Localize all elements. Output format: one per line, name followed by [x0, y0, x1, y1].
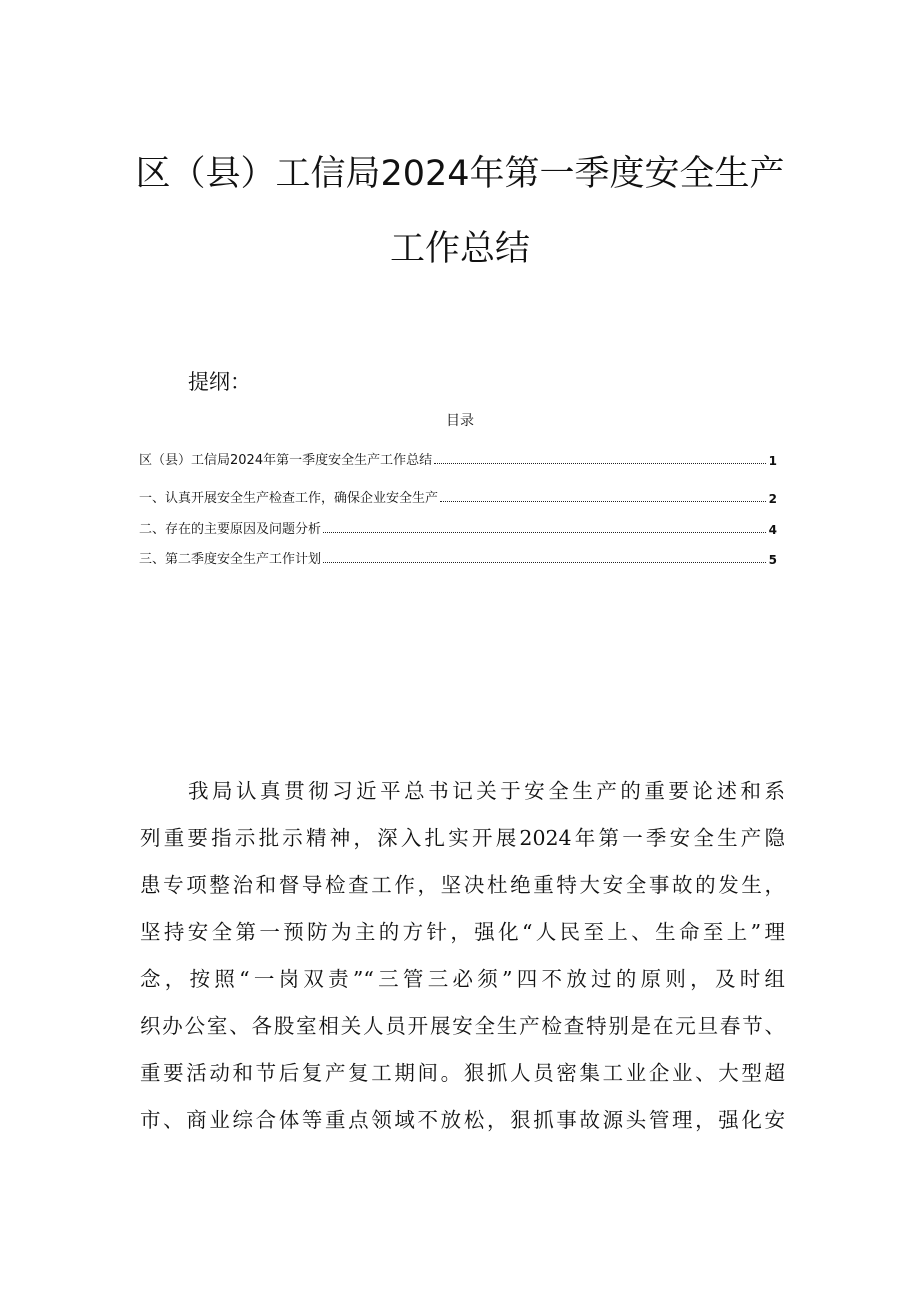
- document-title-line-2: 工作总结: [389, 229, 530, 269]
- outline-label: 提纲：: [188, 370, 251, 394]
- toc-entry-text: 一、认真开展安全生产检查工作，确保企业安全生产: [139, 491, 439, 506]
- body-paragraph: [140, 768, 785, 1144]
- toc-entry-text: 二、存在的主要原因及问题分析: [139, 522, 322, 537]
- toc-entry-text: 三、第二季度安全生产工作计划: [139, 552, 322, 567]
- toc-entry[interactable]: [139, 448, 780, 468]
- toc-entry-page: 5: [768, 553, 777, 567]
- body-line: 列重要指示批示精神，深入扎实开展2024年第一季安全生产隐: [140, 826, 785, 850]
- toc-heading: 目录: [446, 413, 474, 429]
- toc-entry[interactable]: [139, 517, 780, 537]
- body-line: 重要活动和节后复产复工期间。狠抓人员密集工业企业、大型超: [140, 1061, 785, 1085]
- toc-entry-page: 2: [768, 492, 777, 506]
- toc-entry[interactable]: [139, 547, 780, 567]
- document-title-line-1: 区（县）工信局2024年第一季度安全生产: [135, 154, 785, 194]
- body-line: 坚持安全第一预防为主的方针，强化“人民至上、生命至上”理: [140, 920, 785, 944]
- toc-entry-text: 区（县）工信局2024年第一季度安全生产工作总结: [139, 453, 433, 468]
- toc-leader-dots: [323, 562, 766, 563]
- toc-entry-page: 4: [768, 523, 777, 537]
- body-line: 市、商业综合体等重点领域不放松，狠抓事故源头管理，强化安: [140, 1108, 785, 1132]
- body-line: 念，按照“一岗双责”“三管三必须”四不放过的原则，及时组: [140, 967, 785, 991]
- body-line: 患专项整治和督导检查工作，坚决杜绝重特大安全事故的发生，: [140, 873, 785, 897]
- toc-entry-page: 1: [768, 454, 777, 468]
- body-line: 我局认真贯彻习近平总书记关于安全生产的重要论述和系: [188, 779, 785, 803]
- toc-leader-dots: [434, 463, 766, 464]
- toc-entry[interactable]: [139, 486, 780, 506]
- toc-leader-dots: [323, 532, 766, 533]
- toc-leader-dots: [440, 501, 766, 502]
- body-line: 织办公室、各股室相关人员开展安全生产检查特别是在元旦春节、: [140, 1014, 785, 1038]
